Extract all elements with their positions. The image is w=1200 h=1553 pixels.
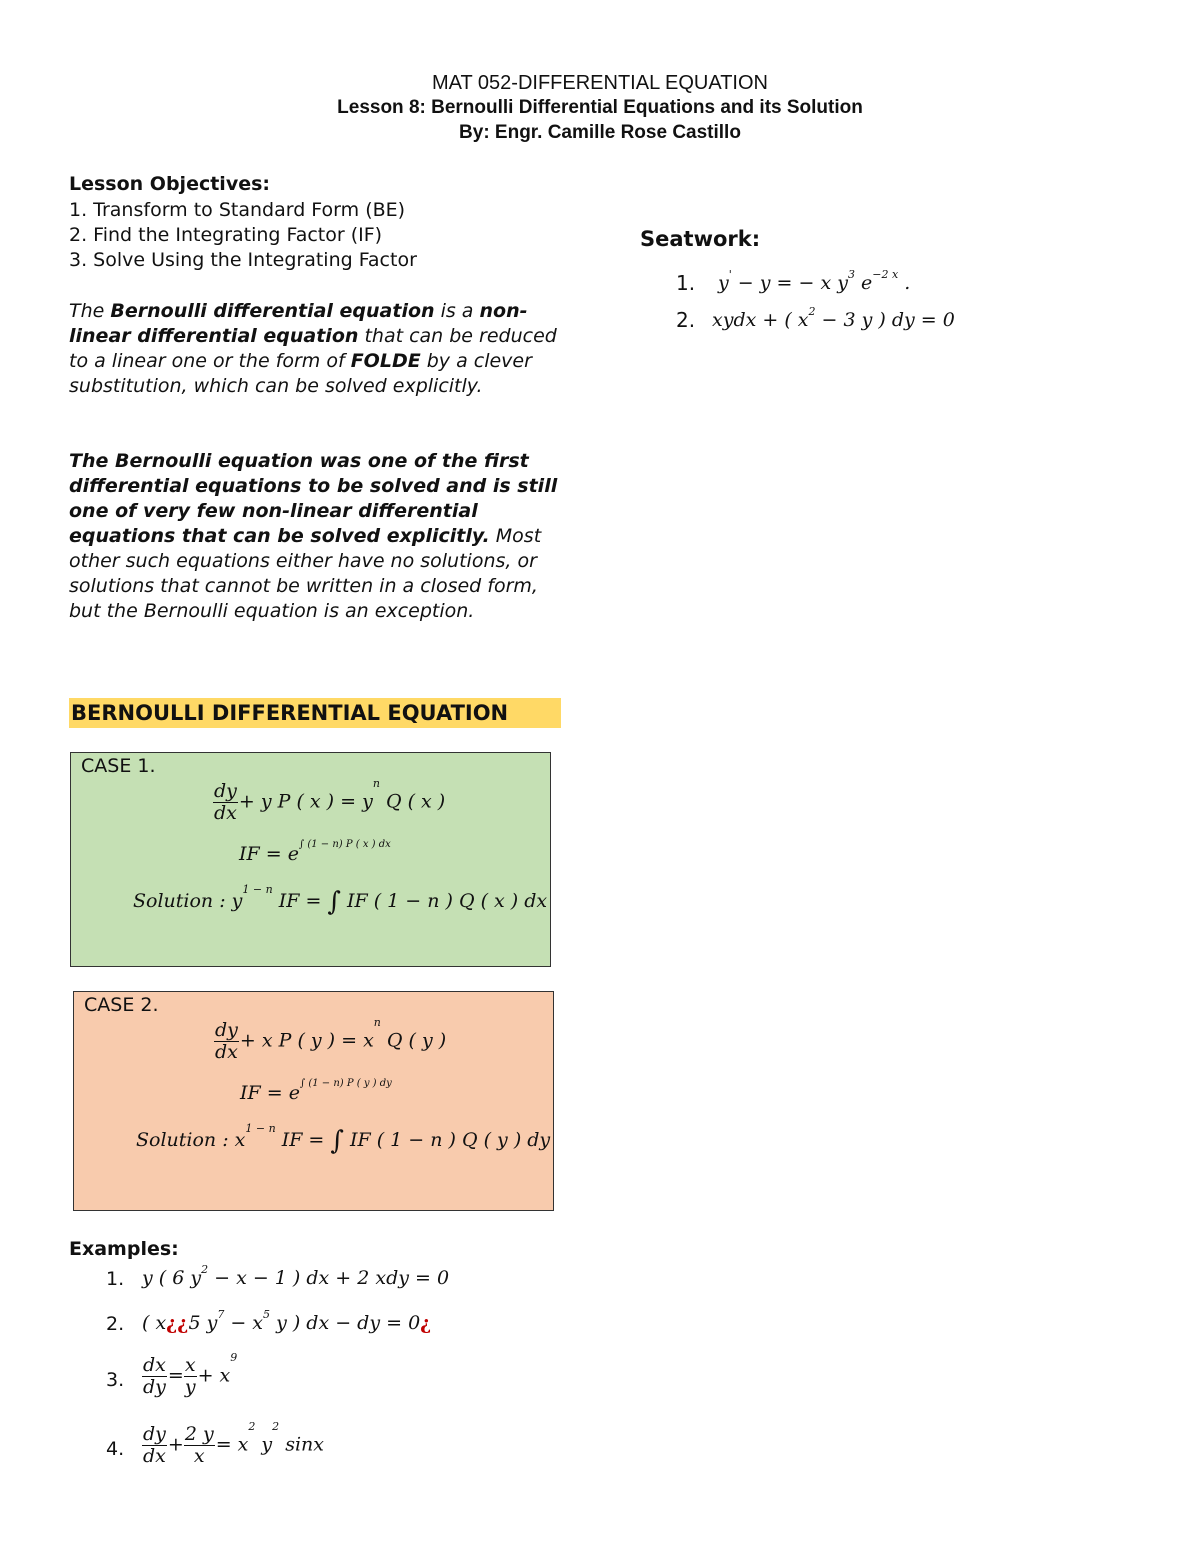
text-run: IF = e: [240, 1082, 300, 1104]
text-run: = x: [215, 1433, 249, 1456]
exponent: n: [372, 777, 380, 790]
text-run: sinx: [279, 1433, 324, 1456]
exponent: 3: [847, 268, 855, 281]
text-bold: Bernoulli differential equation: [110, 300, 435, 322]
denominator: y: [184, 1376, 196, 1398]
solution-formula: [133, 883, 548, 917]
example-2: [142, 1308, 432, 1334]
text-run: e: [854, 272, 873, 294]
text-run: + x: [197, 1364, 231, 1387]
text-bold: FOLDE: [350, 350, 421, 372]
text-run: IF = e: [239, 843, 299, 865]
text-run: +: [167, 1433, 184, 1456]
text-run: + y P ( x ) = y: [238, 790, 373, 813]
exponent: −2 x: [872, 268, 899, 281]
seatwork-title: Seatwork:: [640, 227, 761, 251]
text-bold: non-linear differential equation: [69, 300, 528, 347]
denominator: dx: [214, 802, 237, 824]
exponent: ∫ (1 − n) P ( x ) dx: [298, 839, 391, 850]
exponent: 7: [217, 1308, 225, 1321]
case-1-box: [70, 752, 551, 967]
text-run: Solution : y: [133, 890, 243, 912]
fraction: [184, 1355, 197, 1398]
examples-title: Examples:: [69, 1238, 179, 1260]
prime-mark: ': [728, 268, 732, 281]
lesson-title: Lesson 8: Bernoulli Differential Equations and its Solution: [337, 97, 863, 118]
text-run: IF ( 1 − n ) Q ( x ) dx: [340, 890, 548, 912]
section-banner: BERNOULLI DIFFERENTIAL EQUATION: [69, 698, 561, 728]
author-line: By: Engr. Camille Rose Castillo: [459, 122, 741, 143]
exponent: 1 − n: [245, 1122, 276, 1135]
integral-sign: ∫: [327, 887, 341, 917]
text-run: Most other such equations either have no solutions, or solutions that cannot be written in a closed form, but the Bernoulli equation is an exception.: [69, 525, 542, 622]
text-run: xydx + ( x: [712, 309, 809, 331]
exponent: n: [373, 1016, 381, 1029]
text-run: ( x: [142, 1312, 167, 1334]
text-run: 5 y: [188, 1312, 218, 1334]
fraction: [214, 1020, 239, 1063]
text-run: + x P ( y ) = x: [239, 1029, 374, 1052]
history-paragraph: [69, 449, 559, 624]
text-run: IF =: [275, 1129, 331, 1151]
example-number: 3.: [106, 1369, 125, 1391]
objective-item: 1. Transform to Standard Form (BE): [69, 199, 406, 221]
denominator: x: [193, 1445, 205, 1467]
text-run: Solution : x: [136, 1129, 246, 1151]
case-equation: [213, 777, 446, 824]
numerator: dy: [143, 1423, 166, 1445]
fraction: [142, 1355, 167, 1398]
objective-item: 3. Solve Using the Integrating Factor: [69, 249, 417, 271]
integral-sign: ∫: [330, 1126, 344, 1156]
text-run: Q ( x ): [379, 790, 446, 813]
numerator: dy: [214, 780, 237, 802]
intro-paragraph: [69, 299, 559, 399]
text-bold: The Bernoulli equation was one of the first differential equations to be solved and is still one of very few non-linear differential equations that can be solved explicitly.: [69, 450, 558, 547]
example-3: [142, 1351, 238, 1398]
numerator: dy: [215, 1019, 238, 1041]
text-run: Q ( y ): [380, 1029, 447, 1052]
objectives-title: Lesson Objectives:: [69, 173, 270, 195]
fraction: [142, 1424, 167, 1467]
error-glyph: ¿¿: [166, 1312, 189, 1334]
seatwork-number: 2.: [676, 308, 696, 332]
text-run: IF =: [272, 890, 328, 912]
text-run: The: [69, 300, 111, 322]
text-run: y: [255, 1433, 273, 1456]
integrating-factor: [240, 1078, 392, 1104]
numerator: 2 y: [184, 1423, 214, 1445]
text-run: =: [167, 1364, 184, 1387]
error-glyph: ¿: [420, 1312, 432, 1334]
text-run: .: [898, 272, 911, 294]
objectives-list: [69, 198, 559, 273]
text-run: y: [718, 272, 729, 294]
example-1: [142, 1263, 450, 1289]
case-equation: [214, 1016, 447, 1063]
exponent: 2: [201, 1263, 209, 1276]
case-label: CASE 1.: [81, 755, 156, 777]
text-run: − x − 1 ) dx + 2 xdy = 0: [208, 1267, 450, 1289]
solution-formula: [136, 1122, 551, 1156]
denominator: dx: [215, 1041, 238, 1063]
text-run: IF ( 1 − n ) Q ( y ) dy: [343, 1129, 551, 1151]
exponent: 9: [230, 1351, 238, 1364]
example-number: 4.: [106, 1438, 125, 1460]
denominator: dy: [143, 1376, 166, 1398]
text-run: y ( 6 y: [142, 1267, 202, 1289]
course-title: MAT 052-DIFFERENTIAL EQUATION: [432, 72, 768, 94]
fraction: [184, 1424, 215, 1467]
text-run: − y = − x y: [731, 272, 848, 294]
exponent: 1 − n: [242, 883, 273, 896]
text-run: y ) dx − dy = 0: [270, 1312, 421, 1334]
exponent: 2: [248, 1420, 256, 1433]
example-4: [142, 1420, 324, 1467]
text-run: − 3 y ) dy = 0: [815, 309, 955, 331]
exponent: 5: [263, 1308, 271, 1321]
case-label: CASE 2.: [84, 994, 159, 1016]
exponent: 2: [808, 305, 816, 318]
objective-item: 2. Find the Integrating Factor (IF): [69, 224, 383, 246]
seatwork-1: [718, 268, 911, 294]
exponent: ∫ (1 − n) P ( y ) dy: [299, 1078, 392, 1089]
exponent: 2: [272, 1420, 280, 1433]
text-run: − x: [224, 1312, 264, 1334]
case-2-box: [73, 991, 554, 1211]
text-run: that can be reduced to a linear one or the form of: [69, 325, 557, 372]
integrating-factor: [239, 839, 391, 865]
seatwork-2: [712, 305, 955, 331]
fraction: [213, 781, 238, 824]
text-run: by a clever substitution, which can be solved explicitly.: [69, 350, 532, 397]
denominator: dx: [143, 1445, 166, 1467]
example-number: 2.: [106, 1313, 125, 1335]
numerator: dx: [143, 1354, 166, 1376]
text-run: is a: [434, 300, 480, 322]
seatwork-number: 1.: [676, 271, 696, 295]
numerator: x: [184, 1354, 196, 1376]
example-number: 1.: [106, 1268, 125, 1290]
